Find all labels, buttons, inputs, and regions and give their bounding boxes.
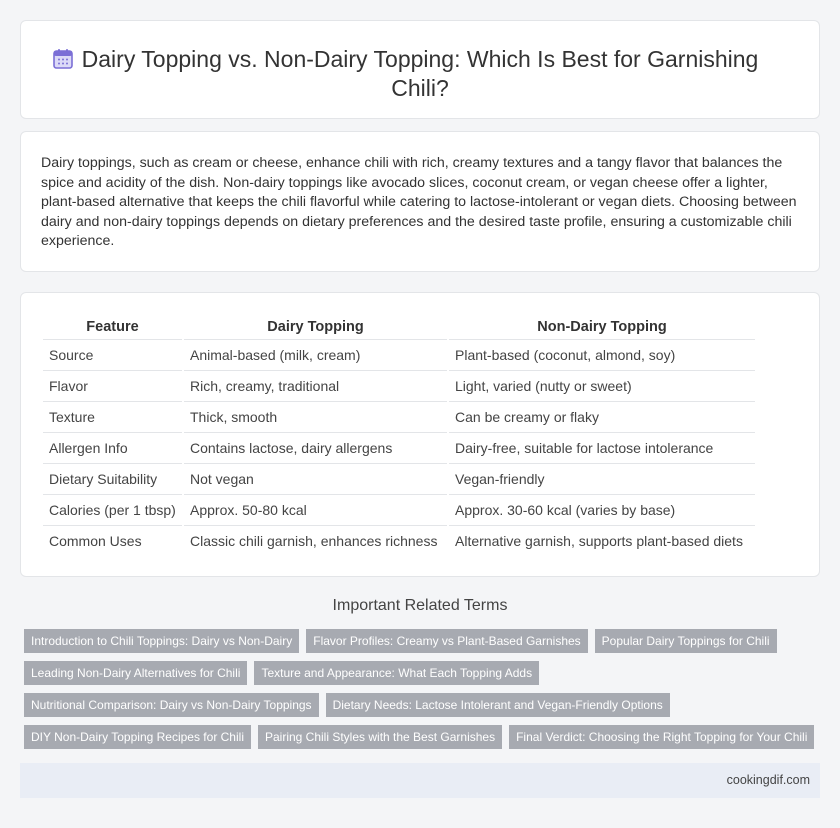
dairy-cell: Rich, creamy, traditional: [183, 370, 448, 401]
related-term-tag[interactable]: Popular Dairy Toppings for Chili: [595, 629, 777, 653]
tag-row: [24, 629, 824, 653]
table-row: [43, 525, 755, 556]
related-term-tag[interactable]: Flavor Profiles: Creamy vs Plant-Based Garnishes: [306, 629, 587, 653]
dairy-cell: Classic chili garnish, enhances richness: [183, 525, 448, 556]
header-dairy: Dairy Topping: [183, 315, 448, 339]
related-term-tag[interactable]: DIY Non-Dairy Topping Recipes for Chili: [24, 725, 251, 749]
table-row: [43, 339, 755, 370]
non-dairy-cell: Alternative garnish, supports plant-based diets: [448, 525, 755, 556]
table-row: [43, 432, 755, 463]
related-term-tag[interactable]: Texture and Appearance: What Each Topping Adds: [254, 661, 539, 685]
related-terms-list: [24, 629, 824, 757]
table-row: [43, 401, 755, 432]
feature-cell: Dietary Suitability: [43, 463, 183, 494]
comparison-table: [43, 315, 755, 556]
table-row: [43, 370, 755, 401]
tag-row: [24, 661, 824, 685]
related-term-tag[interactable]: Final Verdict: Choosing the Right Topping for Your Chili: [509, 725, 814, 749]
footer-site-link[interactable]: cookingdif.com: [726, 773, 810, 787]
table-header-row: [43, 315, 755, 339]
dairy-cell: Contains lactose, dairy allergens: [183, 432, 448, 463]
non-dairy-cell: Light, varied (nutty or sweet): [448, 370, 755, 401]
non-dairy-cell: Plant-based (coconut, almond, soy): [448, 339, 755, 370]
feature-cell: Allergen Info: [43, 432, 183, 463]
non-dairy-cell: Vegan-friendly: [448, 463, 755, 494]
table-row: [43, 463, 755, 494]
tag-row: [24, 693, 824, 717]
dairy-cell: Thick, smooth: [183, 401, 448, 432]
page-title: Dairy Topping vs. Non-Dairy Topping: Which Is Best for Garnishing Chili?: [81, 46, 759, 101]
intro-card: [20, 131, 820, 272]
feature-cell: Texture: [43, 401, 183, 432]
comparison-card: [20, 292, 820, 577]
header-feature: Feature: [43, 315, 183, 339]
dairy-cell: Not vegan: [183, 463, 448, 494]
table-row: [43, 494, 755, 525]
tag-row: [24, 725, 824, 749]
footer: [20, 763, 820, 798]
related-terms-heading: Important Related Terms: [332, 597, 508, 614]
intro-paragraph: Dairy toppings, such as cream or cheese, enhance chili with rich, creamy textures and a tangy flavor that balances the spice and acidity of the dish. Non-dairy toppings like avocado slices, coconut cream, or vegan cheese offer a lighter, plant-based alternative that keeps the chili flavorful while catering to lactose-intolerant or vegan diets. Choosing between dairy and non-dairy toppings depends on dietary preferences and the desired taste profile, ensuring a customizable chili experience.: [41, 155, 797, 250]
related-term-tag[interactable]: Dietary Needs: Lactose Intolerant and Vegan-Friendly Options: [326, 693, 670, 717]
feature-cell: Calories (per 1 tbsp): [43, 494, 183, 525]
dairy-cell: Animal-based (milk, cream): [183, 339, 448, 370]
dairy-cell: Approx. 50-80 kcal: [183, 494, 448, 525]
non-dairy-cell: Can be creamy or flaky: [448, 401, 755, 432]
title-card: [20, 20, 820, 119]
feature-cell: Source: [43, 339, 183, 370]
feature-cell: Flavor: [43, 370, 183, 401]
related-term-tag[interactable]: Nutritional Comparison: Dairy vs Non-Dairy Toppings: [24, 693, 319, 717]
non-dairy-cell: Dairy-free, suitable for lactose intolerance: [448, 432, 755, 463]
related-term-tag[interactable]: Leading Non-Dairy Alternatives for Chili: [24, 661, 247, 685]
non-dairy-cell: Approx. 30-60 kcal (varies by base): [448, 494, 755, 525]
header-non-dairy: Non-Dairy Topping: [448, 315, 755, 339]
related-term-tag[interactable]: Introduction to Chili Toppings: Dairy vs Non-Dairy: [24, 629, 299, 653]
related-term-tag[interactable]: Pairing Chili Styles with the Best Garnishes: [258, 725, 502, 749]
feature-cell: Common Uses: [49, 532, 142, 549]
